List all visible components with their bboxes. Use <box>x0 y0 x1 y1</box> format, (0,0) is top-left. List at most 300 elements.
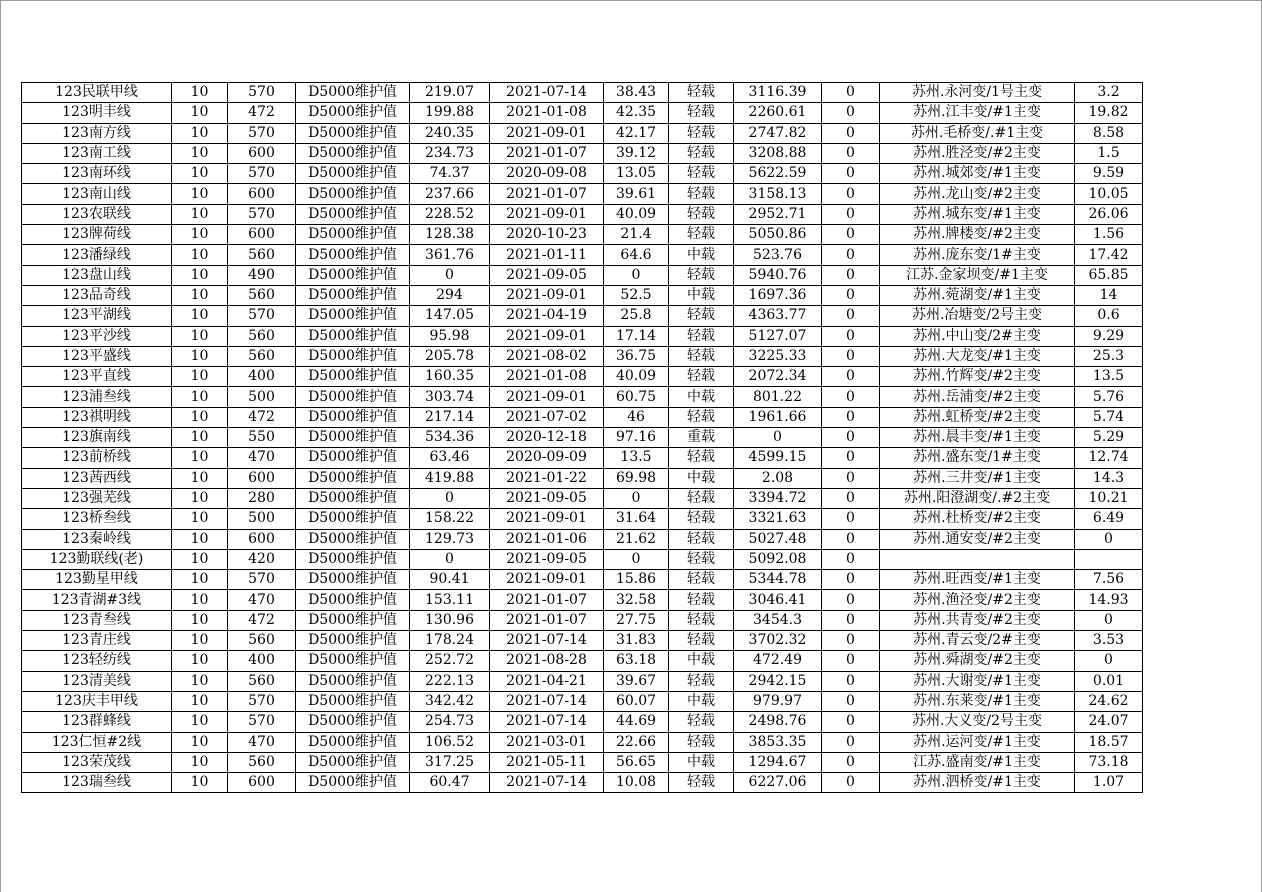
max-current-cell: 342.42 <box>410 691 490 711</box>
voltage-cell: 10 <box>172 225 228 245</box>
voltage-cell: 10 <box>172 367 228 387</box>
max-current-cell: 252.72 <box>410 651 490 671</box>
table-row <box>22 448 1143 468</box>
load-rate-cell: 64.6 <box>604 245 669 265</box>
voltage-cell: 10 <box>172 164 228 184</box>
source-cell: D5000维护值 <box>296 326 410 346</box>
line-name-cell: 123牌荷线 <box>22 225 172 245</box>
overload-count-cell: 0 <box>822 428 880 448</box>
load-status-cell: 中载 <box>669 285 734 305</box>
line-name-cell: 123强芜线 <box>22 488 172 508</box>
table-row <box>22 367 1143 387</box>
max-current-cell: 60.47 <box>410 773 490 793</box>
max-current-cell: 361.76 <box>410 245 490 265</box>
substation-cell: 苏州.运河变/#1主变 <box>880 732 1075 752</box>
overload-count-cell: 0 <box>822 306 880 326</box>
date-cell: 2021-09-05 <box>490 488 604 508</box>
remaining-capacity-cell: 3702.32 <box>734 631 822 651</box>
rated-current-cell: 560 <box>228 671 296 691</box>
load-rate-cell: 40.09 <box>604 367 669 387</box>
line-name-cell: 123瑞叁线 <box>22 773 172 793</box>
date-cell: 2021-09-01 <box>490 285 604 305</box>
rated-current-cell: 470 <box>228 448 296 468</box>
overload-count-cell: 0 <box>822 651 880 671</box>
substation-cell: 苏州.泗桥变/#1主变 <box>880 773 1075 793</box>
overload-count-cell: 0 <box>822 103 880 123</box>
rated-current-cell: 600 <box>228 529 296 549</box>
voltage-cell: 10 <box>172 732 228 752</box>
transformer-load-cell: 24.62 <box>1075 691 1143 711</box>
transformer-load-cell <box>1075 549 1143 569</box>
overload-count-cell: 0 <box>822 529 880 549</box>
date-cell: 2020-09-08 <box>490 164 604 184</box>
line-name-cell: 123南工线 <box>22 143 172 163</box>
transformer-load-cell: 10.21 <box>1075 488 1143 508</box>
load-rate-cell: 21.62 <box>604 529 669 549</box>
load-rate-cell: 0 <box>604 488 669 508</box>
rated-current-cell: 280 <box>228 488 296 508</box>
overload-count-cell: 0 <box>822 143 880 163</box>
max-current-cell: 95.98 <box>410 326 490 346</box>
source-cell: D5000维护值 <box>296 712 410 732</box>
load-status-cell: 轻载 <box>669 83 734 103</box>
overload-count-cell: 0 <box>822 590 880 610</box>
rated-current-cell: 560 <box>228 285 296 305</box>
transformer-load-cell: 5.76 <box>1075 387 1143 407</box>
overload-count-cell: 0 <box>822 265 880 285</box>
transformer-load-cell: 1.56 <box>1075 225 1143 245</box>
max-current-cell: 0 <box>410 265 490 285</box>
overload-count-cell: 0 <box>822 488 880 508</box>
table-row <box>22 103 1143 123</box>
source-cell: D5000维护值 <box>296 631 410 651</box>
load-status-cell: 中载 <box>669 387 734 407</box>
load-rate-cell: 56.65 <box>604 752 669 772</box>
source-cell: D5000维护值 <box>296 773 410 793</box>
line-name-cell: 123茜西线 <box>22 468 172 488</box>
rated-current-cell: 400 <box>228 651 296 671</box>
line-name-cell: 123盘山线 <box>22 265 172 285</box>
load-status-cell: 中载 <box>669 468 734 488</box>
transformer-load-cell: 14 <box>1075 285 1143 305</box>
table-row <box>22 529 1143 549</box>
transformer-load-cell: 10.05 <box>1075 184 1143 204</box>
remaining-capacity-cell: 4363.77 <box>734 306 822 326</box>
remaining-capacity-cell: 5092.08 <box>734 549 822 569</box>
overload-count-cell: 0 <box>822 346 880 366</box>
load-status-cell: 轻载 <box>669 610 734 630</box>
max-current-cell: 129.73 <box>410 529 490 549</box>
remaining-capacity-cell: 5622.59 <box>734 164 822 184</box>
source-cell: D5000维护值 <box>296 610 410 630</box>
table-row <box>22 691 1143 711</box>
max-current-cell: 147.05 <box>410 306 490 326</box>
load-rate-cell: 44.69 <box>604 712 669 732</box>
load-rate-cell: 42.17 <box>604 123 669 143</box>
voltage-cell: 10 <box>172 590 228 610</box>
remaining-capacity-cell: 4599.15 <box>734 448 822 468</box>
remaining-capacity-cell: 3454.3 <box>734 610 822 630</box>
source-cell: D5000维护值 <box>296 407 410 427</box>
load-status-cell: 轻载 <box>669 123 734 143</box>
load-status-cell: 轻载 <box>669 367 734 387</box>
rated-current-cell: 470 <box>228 732 296 752</box>
load-rate-cell: 46 <box>604 407 669 427</box>
load-status-cell: 轻载 <box>669 164 734 184</box>
overload-count-cell: 0 <box>822 773 880 793</box>
remaining-capacity-cell: 3321.63 <box>734 509 822 529</box>
table-row <box>22 225 1143 245</box>
overload-count-cell: 0 <box>822 285 880 305</box>
table-row <box>22 407 1143 427</box>
remaining-capacity-cell: 1294.67 <box>734 752 822 772</box>
line-name-cell: 123平盛线 <box>22 346 172 366</box>
voltage-cell: 10 <box>172 773 228 793</box>
substation-cell: 苏州.江丰变/#1主变 <box>880 103 1075 123</box>
date-cell: 2021-09-01 <box>490 123 604 143</box>
table-row <box>22 123 1143 143</box>
remaining-capacity-cell: 3046.41 <box>734 590 822 610</box>
voltage-cell: 10 <box>172 428 228 448</box>
voltage-cell: 10 <box>172 143 228 163</box>
date-cell: 2021-03-01 <box>490 732 604 752</box>
transformer-load-cell: 12.74 <box>1075 448 1143 468</box>
max-current-cell: 158.22 <box>410 509 490 529</box>
load-rate-cell: 25.8 <box>604 306 669 326</box>
load-rate-cell: 31.64 <box>604 509 669 529</box>
voltage-cell: 10 <box>172 549 228 569</box>
overload-count-cell: 0 <box>822 732 880 752</box>
voltage-cell: 10 <box>172 671 228 691</box>
voltage-cell: 10 <box>172 509 228 529</box>
voltage-cell: 10 <box>172 651 228 671</box>
rated-current-cell: 600 <box>228 184 296 204</box>
overload-count-cell: 0 <box>822 671 880 691</box>
source-cell: D5000维护值 <box>296 103 410 123</box>
overload-count-cell: 0 <box>822 83 880 103</box>
rated-current-cell: 570 <box>228 691 296 711</box>
transformer-load-cell: 5.74 <box>1075 407 1143 427</box>
voltage-cell: 10 <box>172 184 228 204</box>
date-cell: 2021-01-08 <box>490 367 604 387</box>
table-row <box>22 83 1143 103</box>
table-row <box>22 651 1143 671</box>
max-current-cell: 228.52 <box>410 204 490 224</box>
rated-current-cell: 490 <box>228 265 296 285</box>
rated-current-cell: 500 <box>228 387 296 407</box>
table-row <box>22 143 1143 163</box>
transformer-load-cell: 7.56 <box>1075 570 1143 590</box>
date-cell: 2021-07-14 <box>490 773 604 793</box>
source-cell: D5000维护值 <box>296 448 410 468</box>
rated-current-cell: 500 <box>228 509 296 529</box>
load-status-cell: 中载 <box>669 752 734 772</box>
line-name-cell: 123庆丰甲线 <box>22 691 172 711</box>
max-current-cell: 178.24 <box>410 631 490 651</box>
overload-count-cell: 0 <box>822 549 880 569</box>
load-rate-cell: 0 <box>604 549 669 569</box>
load-status-cell: 轻载 <box>669 448 734 468</box>
load-rate-cell: 39.12 <box>604 143 669 163</box>
rated-current-cell: 550 <box>228 428 296 448</box>
table-row <box>22 285 1143 305</box>
transformer-load-cell: 0.6 <box>1075 306 1143 326</box>
max-current-cell: 0 <box>410 488 490 508</box>
source-cell: D5000维护值 <box>296 752 410 772</box>
date-cell: 2021-01-07 <box>490 590 604 610</box>
line-name-cell: 123秦岭线 <box>22 529 172 549</box>
line-name-cell: 123平湖线 <box>22 306 172 326</box>
overload-count-cell: 0 <box>822 326 880 346</box>
source-cell: D5000维护值 <box>296 123 410 143</box>
rated-current-cell: 570 <box>228 123 296 143</box>
remaining-capacity-cell: 472.49 <box>734 651 822 671</box>
load-status-cell: 轻载 <box>669 570 734 590</box>
max-current-cell: 128.38 <box>410 225 490 245</box>
overload-count-cell: 0 <box>822 712 880 732</box>
voltage-cell: 10 <box>172 346 228 366</box>
max-current-cell: 205.78 <box>410 346 490 366</box>
voltage-cell: 10 <box>172 529 228 549</box>
rated-current-cell: 560 <box>228 752 296 772</box>
rated-current-cell: 570 <box>228 712 296 732</box>
max-current-cell: 222.13 <box>410 671 490 691</box>
max-current-cell: 219.07 <box>410 83 490 103</box>
rated-current-cell: 560 <box>228 326 296 346</box>
table-row <box>22 204 1143 224</box>
line-name-cell: 123仁恒#2线 <box>22 732 172 752</box>
load-rate-cell: 39.61 <box>604 184 669 204</box>
overload-count-cell: 0 <box>822 245 880 265</box>
remaining-capacity-cell: 1961.66 <box>734 407 822 427</box>
max-current-cell: 217.14 <box>410 407 490 427</box>
rated-current-cell: 570 <box>228 83 296 103</box>
feeder-load-table <box>21 82 1143 793</box>
date-cell: 2021-05-11 <box>490 752 604 772</box>
overload-count-cell: 0 <box>822 691 880 711</box>
overload-count-cell: 0 <box>822 123 880 143</box>
substation-cell: 苏州.菀湖变/#1主变 <box>880 285 1075 305</box>
substation-cell: 苏州.中山变/2#主变 <box>880 326 1075 346</box>
date-cell: 2021-01-07 <box>490 143 604 163</box>
table-row <box>22 468 1143 488</box>
load-status-cell: 重载 <box>669 428 734 448</box>
max-current-cell: 317.25 <box>410 752 490 772</box>
remaining-capacity-cell: 3225.33 <box>734 346 822 366</box>
substation-cell: 苏州.永河变/1号主变 <box>880 83 1075 103</box>
table-row <box>22 346 1143 366</box>
voltage-cell: 10 <box>172 407 228 427</box>
remaining-capacity-cell: 6227.06 <box>734 773 822 793</box>
voltage-cell: 10 <box>172 103 228 123</box>
transformer-load-cell: 3.2 <box>1075 83 1143 103</box>
load-status-cell: 轻载 <box>669 509 734 529</box>
overload-count-cell: 0 <box>822 204 880 224</box>
line-name-cell: 123荣茂线 <box>22 752 172 772</box>
date-cell: 2020-10-23 <box>490 225 604 245</box>
source-cell: D5000维护值 <box>296 590 410 610</box>
overload-count-cell: 0 <box>822 631 880 651</box>
date-cell: 2021-09-01 <box>490 387 604 407</box>
date-cell: 2021-09-05 <box>490 265 604 285</box>
load-rate-cell: 97.16 <box>604 428 669 448</box>
substation-cell: 苏州.庞东变/1#主变 <box>880 245 1075 265</box>
date-cell: 2021-07-14 <box>490 631 604 651</box>
source-cell: D5000维护值 <box>296 549 410 569</box>
date-cell: 2021-01-07 <box>490 610 604 630</box>
line-name-cell: 123农联线 <box>22 204 172 224</box>
max-current-cell: 130.96 <box>410 610 490 630</box>
line-name-cell: 123潘绿线 <box>22 245 172 265</box>
source-cell: D5000维护值 <box>296 367 410 387</box>
rated-current-cell: 420 <box>228 549 296 569</box>
transformer-load-cell: 5.29 <box>1075 428 1143 448</box>
voltage-cell: 10 <box>172 123 228 143</box>
source-cell: D5000维护值 <box>296 83 410 103</box>
source-cell: D5000维护值 <box>296 184 410 204</box>
table-row <box>22 610 1143 630</box>
load-status-cell: 轻载 <box>669 590 734 610</box>
table-row <box>22 306 1143 326</box>
table-row <box>22 265 1143 285</box>
overload-count-cell: 0 <box>822 570 880 590</box>
transformer-load-cell: 9.29 <box>1075 326 1143 346</box>
date-cell: 2020-12-18 <box>490 428 604 448</box>
source-cell: D5000维护值 <box>296 387 410 407</box>
line-name-cell: 123南方线 <box>22 123 172 143</box>
substation-cell <box>880 549 1075 569</box>
line-name-cell: 123清美线 <box>22 671 172 691</box>
transformer-load-cell: 17.42 <box>1075 245 1143 265</box>
date-cell: 2021-01-06 <box>490 529 604 549</box>
load-rate-cell: 40.09 <box>604 204 669 224</box>
source-cell: D5000维护值 <box>296 428 410 448</box>
voltage-cell: 10 <box>172 387 228 407</box>
transformer-load-cell: 0 <box>1075 529 1143 549</box>
overload-count-cell: 0 <box>822 509 880 529</box>
source-cell: D5000维护值 <box>296 488 410 508</box>
rated-current-cell: 560 <box>228 631 296 651</box>
source-cell: D5000维护值 <box>296 346 410 366</box>
voltage-cell: 10 <box>172 204 228 224</box>
source-cell: D5000维护值 <box>296 143 410 163</box>
max-current-cell: 254.73 <box>410 712 490 732</box>
substation-cell: 苏州.大谢变/#1主变 <box>880 671 1075 691</box>
source-cell: D5000维护值 <box>296 691 410 711</box>
substation-cell: 苏州.虹桥变/#2主变 <box>880 407 1075 427</box>
load-rate-cell: 36.75 <box>604 346 669 366</box>
rated-current-cell: 600 <box>228 143 296 163</box>
overload-count-cell: 0 <box>822 752 880 772</box>
remaining-capacity-cell: 2498.76 <box>734 712 822 732</box>
rated-current-cell: 600 <box>228 225 296 245</box>
max-current-cell: 153.11 <box>410 590 490 610</box>
line-name-cell: 123明丰线 <box>22 103 172 123</box>
load-status-cell: 轻载 <box>669 732 734 752</box>
load-rate-cell: 39.67 <box>604 671 669 691</box>
remaining-capacity-cell: 2072.34 <box>734 367 822 387</box>
max-current-cell: 419.88 <box>410 468 490 488</box>
table-row <box>22 387 1143 407</box>
substation-cell: 苏州.三井变/#1主变 <box>880 468 1075 488</box>
substation-cell: 苏州.城东变/#1主变 <box>880 204 1075 224</box>
load-rate-cell: 0 <box>604 265 669 285</box>
source-cell: D5000维护值 <box>296 285 410 305</box>
line-name-cell: 123南环线 <box>22 164 172 184</box>
line-name-cell: 123民联甲线 <box>22 83 172 103</box>
transformer-load-cell: 3.53 <box>1075 631 1143 651</box>
line-name-cell: 123旗南线 <box>22 428 172 448</box>
remaining-capacity-cell: 2260.61 <box>734 103 822 123</box>
remaining-capacity-cell: 3208.88 <box>734 143 822 163</box>
date-cell: 2021-08-28 <box>490 651 604 671</box>
substation-cell: 苏州.岳浦变/#2主变 <box>880 387 1075 407</box>
remaining-capacity-cell: 979.97 <box>734 691 822 711</box>
remaining-capacity-cell: 5027.48 <box>734 529 822 549</box>
transformer-load-cell: 13.5 <box>1075 367 1143 387</box>
load-rate-cell: 21.4 <box>604 225 669 245</box>
rated-current-cell: 560 <box>228 346 296 366</box>
remaining-capacity-cell: 3394.72 <box>734 488 822 508</box>
transformer-load-cell: 8.58 <box>1075 123 1143 143</box>
substation-cell: 苏州.胜泾变/#2主变 <box>880 143 1075 163</box>
date-cell: 2021-07-14 <box>490 83 604 103</box>
table-row <box>22 326 1143 346</box>
source-cell: D5000维护值 <box>296 529 410 549</box>
source-cell: D5000维护值 <box>296 671 410 691</box>
remaining-capacity-cell: 3853.35 <box>734 732 822 752</box>
line-name-cell: 123桥叁线 <box>22 509 172 529</box>
max-current-cell: 160.35 <box>410 367 490 387</box>
transformer-load-cell: 1.07 <box>1075 773 1143 793</box>
voltage-cell: 10 <box>172 712 228 732</box>
transformer-load-cell: 0.01 <box>1075 671 1143 691</box>
date-cell: 2021-01-08 <box>490 103 604 123</box>
load-status-cell: 轻载 <box>669 773 734 793</box>
table-row <box>22 488 1143 508</box>
load-rate-cell: 10.08 <box>604 773 669 793</box>
load-rate-cell: 69.98 <box>604 468 669 488</box>
substation-cell: 苏州.东莱变/#1主变 <box>880 691 1075 711</box>
substation-cell: 苏州.城郊变/#1主变 <box>880 164 1075 184</box>
voltage-cell: 10 <box>172 83 228 103</box>
table-row <box>22 245 1143 265</box>
line-name-cell: 123平直线 <box>22 367 172 387</box>
line-name-cell: 123勤星甲线 <box>22 570 172 590</box>
overload-count-cell: 0 <box>822 387 880 407</box>
source-cell: D5000维护值 <box>296 265 410 285</box>
remaining-capacity-cell: 801.22 <box>734 387 822 407</box>
load-status-cell: 轻载 <box>669 549 734 569</box>
substation-cell: 苏州.毛桥变/.#1主变 <box>880 123 1075 143</box>
transformer-load-cell: 26.06 <box>1075 204 1143 224</box>
table-row <box>22 752 1143 772</box>
load-status-cell: 轻载 <box>669 326 734 346</box>
voltage-cell: 10 <box>172 265 228 285</box>
date-cell: 2021-04-21 <box>490 671 604 691</box>
rated-current-cell: 570 <box>228 164 296 184</box>
load-status-cell: 轻载 <box>669 103 734 123</box>
load-status-cell: 轻载 <box>669 184 734 204</box>
load-rate-cell: 63.18 <box>604 651 669 671</box>
date-cell: 2021-09-01 <box>490 326 604 346</box>
rated-current-cell: 472 <box>228 407 296 427</box>
table-row <box>22 590 1143 610</box>
voltage-cell: 10 <box>172 570 228 590</box>
rated-current-cell: 600 <box>228 468 296 488</box>
date-cell: 2021-01-07 <box>490 184 604 204</box>
overload-count-cell: 0 <box>822 367 880 387</box>
